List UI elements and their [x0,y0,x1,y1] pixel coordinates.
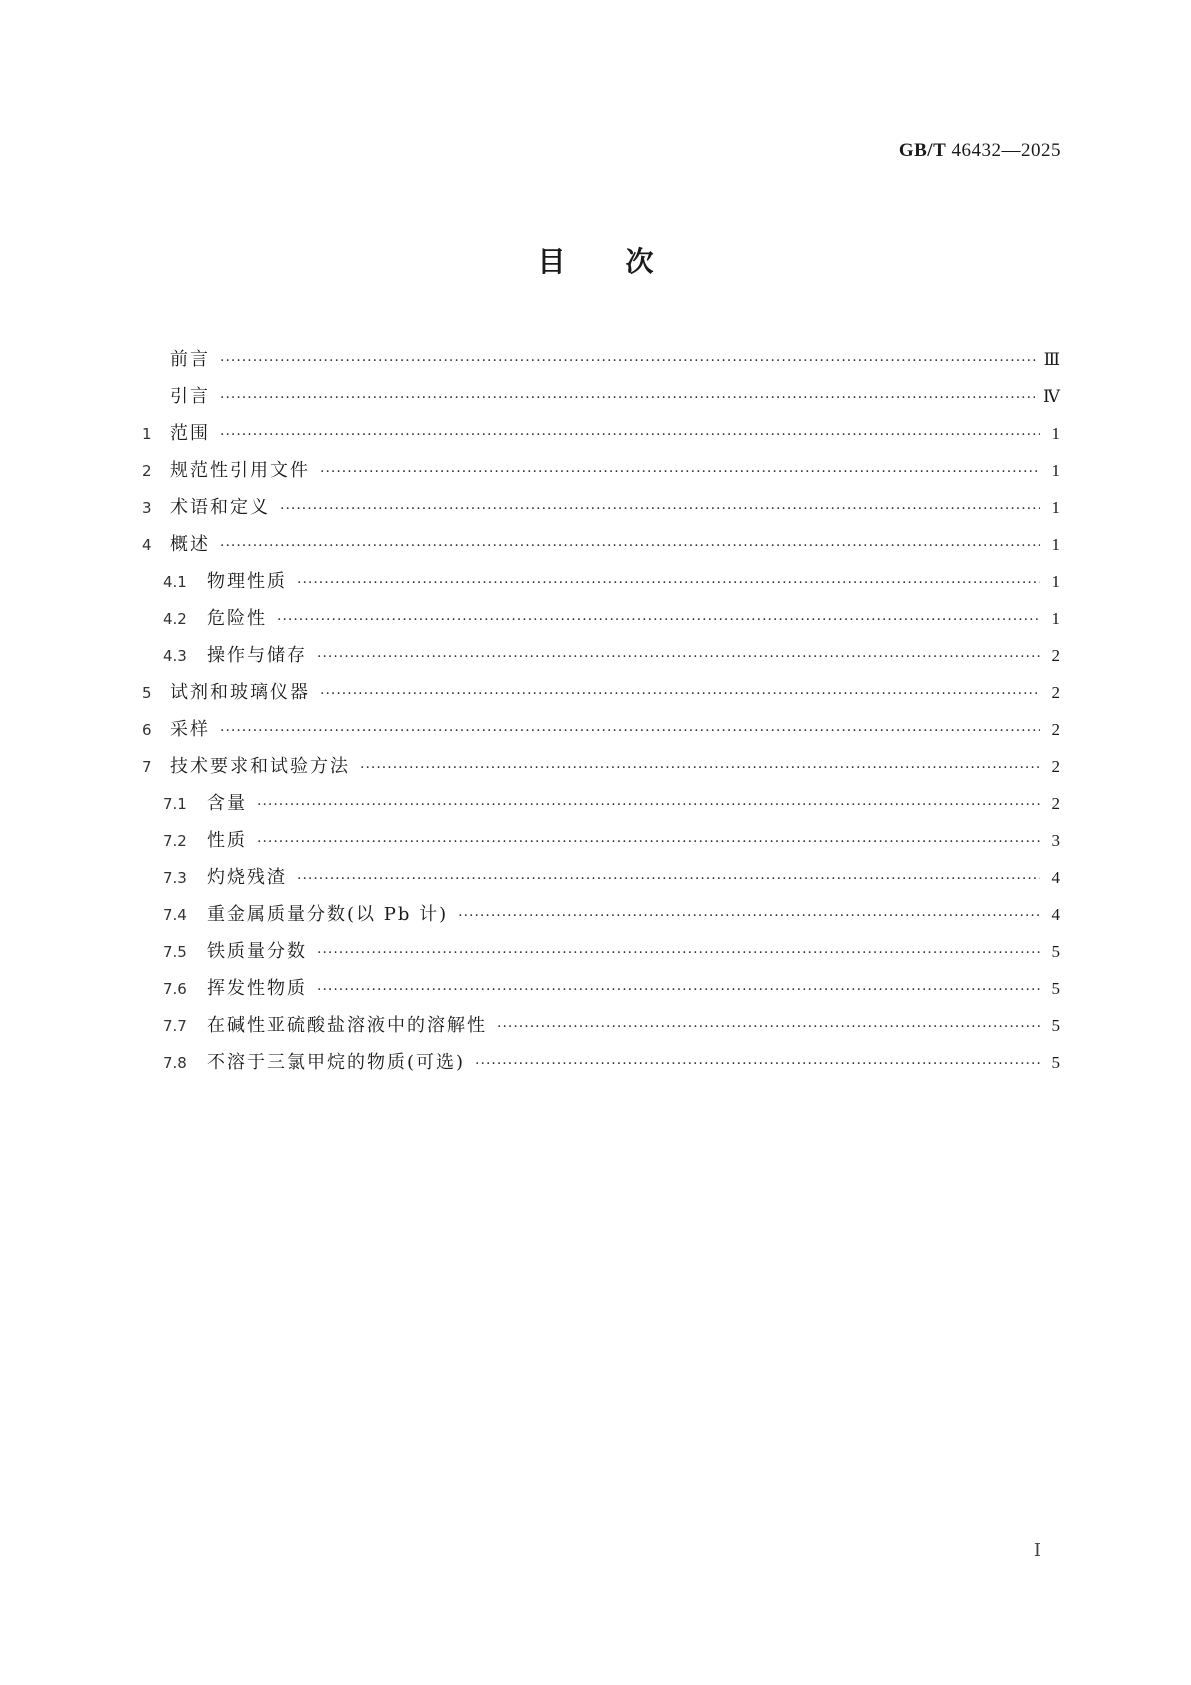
leader-dots [317,639,1040,676]
table-of-contents [142,341,1060,1081]
leader-dots [320,454,1040,491]
toc-entry-page: 5 [1051,979,1060,998]
toc-entry-number: 3 [142,499,152,517]
toc-entry-label: 规范性引用文件 [170,460,310,481]
toc-entry-number: 7.8 [163,1054,187,1072]
toc-entry-number: 4.1 [163,573,187,591]
toc-entry-introduction[interactable] [142,378,1060,415]
toc-entry-label: 性质 [207,830,247,851]
toc-entry-number: 4.3 [163,647,187,665]
toc-entry-label: 危险性 [207,608,267,629]
leader-dots [280,491,1040,528]
toc-entry-label: 范围 [170,423,210,444]
toc-entry-page: 2 [1051,683,1060,702]
leader-dots [220,713,1040,750]
toc-entry-page: 4 [1051,905,1060,924]
leader-dots [220,417,1040,454]
toc-entry-4-3[interactable] [142,637,1060,674]
toc-entry-page: 5 [1051,1053,1060,1072]
toc-entry-5[interactable] [142,674,1060,711]
toc-entry-label: 试剂和玻璃仪器 [170,682,310,703]
toc-entry-7[interactable] [142,748,1060,785]
toc-entry-label: 采样 [170,719,210,740]
toc-entry-label: 重金属质量分数(以 Pb 计) [207,904,449,925]
toc-entry-page: 1 [1051,572,1060,591]
toc-entry-page: 5 [1051,1016,1060,1035]
toc-entry-number: 5 [142,684,152,702]
toc-entry-page: 5 [1051,942,1060,961]
toc-entry-page: Ⅲ [1043,350,1060,369]
toc-entry-2[interactable] [142,452,1060,489]
toc-entry-number: 7.1 [163,795,187,813]
toc-entry-label: 物理性质 [207,571,287,592]
toc-entry-page: 1 [1051,424,1060,443]
standard-number: 46432—2025 [951,140,1061,161]
toc-entry-4[interactable] [142,526,1060,563]
toc-entry-6[interactable] [142,711,1060,748]
toc-entry-3[interactable] [142,489,1060,526]
toc-entry-number: 7.4 [163,906,187,924]
toc-entry-7-8[interactable] [142,1044,1060,1081]
toc-entry-page: 1 [1051,609,1060,628]
leader-dots [297,565,1040,602]
toc-entry-4-1[interactable] [142,563,1060,600]
toc-entry-1[interactable] [142,415,1060,452]
toc-entry-label: 铁质量分数 [207,941,307,962]
leader-dots [320,676,1040,713]
toc-entry-label: 概述 [170,534,210,555]
toc-entry-number: 1 [142,425,152,443]
leader-dots [458,898,1040,935]
toc-entry-label: 挥发性物质 [207,978,307,999]
leader-dots [220,380,1035,417]
toc-entry-number: 4 [142,536,152,554]
page-number: Ⅰ [1033,1540,1041,1560]
leader-dots [317,935,1040,972]
toc-entry-7-3[interactable] [142,859,1060,896]
leader-dots [277,602,1040,639]
toc-entry-page: 2 [1051,757,1060,776]
toc-entry-label: 灼烧残渣 [207,867,287,888]
toc-entry-label: 技术要求和试验方法 [170,756,350,777]
leader-dots [497,1009,1040,1046]
leader-dots [257,824,1040,861]
toc-entry-page: 1 [1051,535,1060,554]
standard-prefix: GB/T [898,140,947,161]
toc-entry-number: 7.3 [163,869,187,887]
toc-entry-7-7[interactable] [142,1007,1060,1044]
toc-entry-number: 7.7 [163,1017,187,1035]
toc-entry-number: 7 [142,758,152,776]
leader-dots [220,528,1040,565]
toc-entry-page: Ⅳ [1043,387,1060,406]
leader-dots [475,1046,1040,1083]
toc-entry-number: 7.5 [163,943,187,961]
toc-entry-number: 7.2 [163,832,187,850]
toc-entry-page: 4 [1051,868,1060,887]
toc-entry-label: 在碱性亚硫酸盐溶液中的溶解性 [207,1015,487,1036]
standard-code [899,140,1061,162]
toc-entry-label: 不溶于三氯甲烷的物质(可选) [207,1052,466,1073]
toc-entry-7-4[interactable] [142,896,1060,933]
toc-entry-label: 前言 [170,349,210,370]
leader-dots [220,343,1036,380]
toc-entry-number: 2 [142,462,152,480]
leader-dots [360,750,1040,787]
toc-entry-4-2[interactable] [142,600,1060,637]
leader-dots [297,861,1040,898]
toc-entry-page: 3 [1051,831,1060,850]
toc-entry-page: 2 [1051,794,1060,813]
page-title: 目次 [537,245,714,278]
toc-entry-page: 2 [1051,646,1060,665]
toc-entry-foreword[interactable] [142,341,1060,378]
toc-entry-number: 4.2 [163,610,187,628]
toc-entry-number: 7.6 [163,980,187,998]
toc-entry-number: 6 [142,721,152,739]
toc-entry-7-1[interactable] [142,785,1060,822]
toc-entry-label: 术语和定义 [170,497,270,518]
toc-entry-page: 1 [1051,461,1060,480]
toc-entry-7-6[interactable] [142,970,1060,1007]
toc-entry-label: 操作与储存 [207,645,307,666]
toc-entry-page: 1 [1051,498,1060,517]
leader-dots [317,972,1040,1009]
toc-entry-label: 引言 [170,386,210,407]
toc-entry-page: 2 [1051,720,1060,739]
toc-entry-label: 含量 [207,793,247,814]
leader-dots [257,787,1040,824]
toc-entry-7-5[interactable] [142,933,1060,970]
toc-entry-7-2[interactable] [142,822,1060,859]
